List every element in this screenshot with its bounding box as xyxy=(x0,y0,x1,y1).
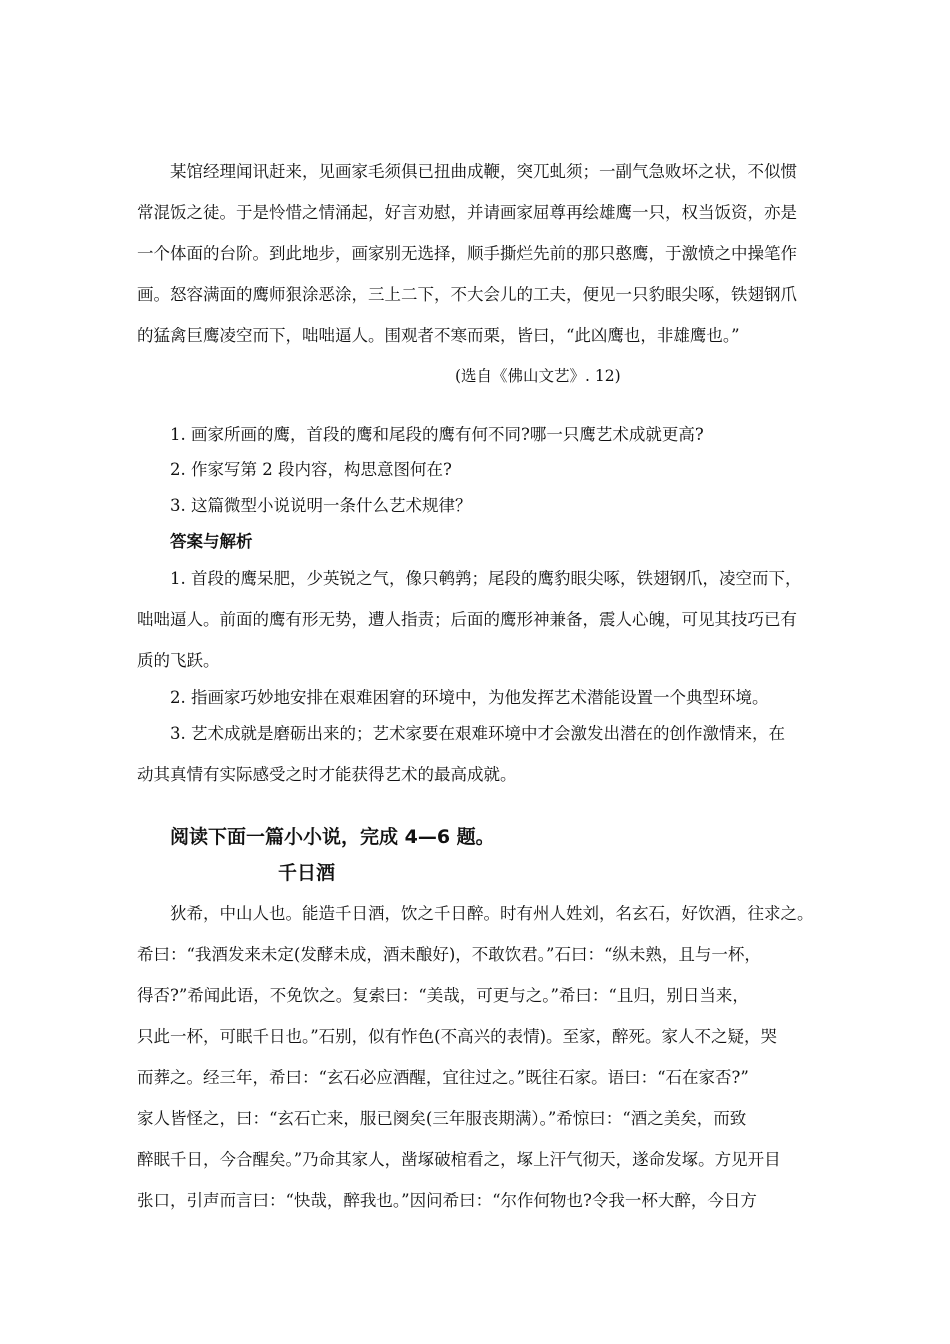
answer-1-line-3: 质的飞跃。 xyxy=(137,651,220,670)
answer-2: 2. 指画家巧妙地安排在艰难困窘的环境中，为他发挥艺术潜能设置一个典型环境。 xyxy=(170,688,769,707)
story1-line-3: 一个体面的台阶。到此地步，画家别无选择，顺手撕烂先前的那只憨鹰，于激愤之中操笔作 xyxy=(137,244,797,263)
section2-line-4: 只此一杯，可眠千日也。”石别，似有怍色(不高兴的表情)。至家，醉死。家人不之疑，哭 xyxy=(137,1027,778,1046)
answer-1-line-2: 咄咄逼人。前面的鹰有形无势，遭人指责；后面的鹰形神兼备，震人心魄，可见其技巧已有 xyxy=(137,610,797,629)
section2-line-3: 得否?”希闻此语，不免饮之。复索曰：“美哉，可更与之。”希曰：“且归，别日当来， xyxy=(137,986,749,1005)
answers-heading: 答案与解析 xyxy=(170,532,253,551)
section2-title: 千日酒 xyxy=(278,862,336,884)
question-2: 2. 作家写第 2 段内容，构思意图何在? xyxy=(170,460,452,479)
story1-source: (选自《佛山文艺》. 12) xyxy=(455,367,621,385)
question-3: 3. 这篇微型小说说明一条什么艺术规律？ xyxy=(170,496,472,515)
section2-instruction: 阅读下面一篇小小说，完成 4—6 题。 xyxy=(170,826,495,848)
question-1: 1. 画家所画的鹰，首段的鹰和尾段的鹰有何不同?哪一只鹰艺术成就更高? xyxy=(170,425,704,444)
story1-line-4: 画。怒容满面的鹰师狠涂恶涂，三上二下，不大会儿的工夫，便见一只豹眼尖啄，铁翅钢爪 xyxy=(137,285,797,304)
section2-line-8: 张口，引声而言曰：“快哉，醉我也。”因问希曰：“尔作何物也?令我一杯大醉，今日方 xyxy=(137,1191,757,1210)
section2-line-5: 而葬之。经三年，希曰：“玄石必应酒醒，宜往过之。”既往石家。语曰：“石在家否?” xyxy=(137,1068,749,1087)
answer-3-line-2: 动其真情有实际感受之时才能获得艺术的最高成就。 xyxy=(137,765,517,784)
section2-line-6: 家人皆怪之，曰：“玄石亡来，服已阕矣(三年服丧期满）。”希惊曰：“酒之美矣，而致 xyxy=(137,1109,747,1128)
answer-3-line-1: 3. 艺术成就是磨砺出来的；艺术家要在艰难环境中才会激发出潜在的创作激情来，在 xyxy=(170,724,785,743)
story1-line-2: 常混饭之徒。于是怜惜之情涌起，好言劝慰，并请画家屈尊再绘雄鹰一只，权当饭资，亦是 xyxy=(137,203,797,222)
story1-line-5: 的猛禽巨鹰凌空而下，咄咄逼人。围观者不寒而栗，皆曰，“此凶鹰也，非雄鹰也。” xyxy=(137,326,740,345)
story1-line-1: 某馆经理闻讯赶来，见画家毛须俱已扭曲成鞭，突兀虬须；一副气急败坏之状，不似惯 xyxy=(170,162,797,181)
section2-line-2: 希曰：“我酒发来未定(发酵未成，酒未酿好)，不敢饮君。”石曰：“纵未熟，且与一杯， xyxy=(137,945,761,964)
answer-1-line-1: 1. 首段的鹰呆肥，少英锐之气，像只鹌鹑；尾段的鹰豹眼尖啄，铁翅钢爪，凌空而下， xyxy=(170,569,802,588)
section2-line-1: 狄希，中山人也。能造千日酒，饮之千日醉。时有州人姓刘，名玄石，好饮酒，往求之。 xyxy=(170,904,814,923)
section2-line-7: 醉眠千日，今合醒矣。”乃命其家人，凿塚破棺看之，塚上汗气彻天，遂命发塚。方见开目 xyxy=(137,1150,781,1169)
